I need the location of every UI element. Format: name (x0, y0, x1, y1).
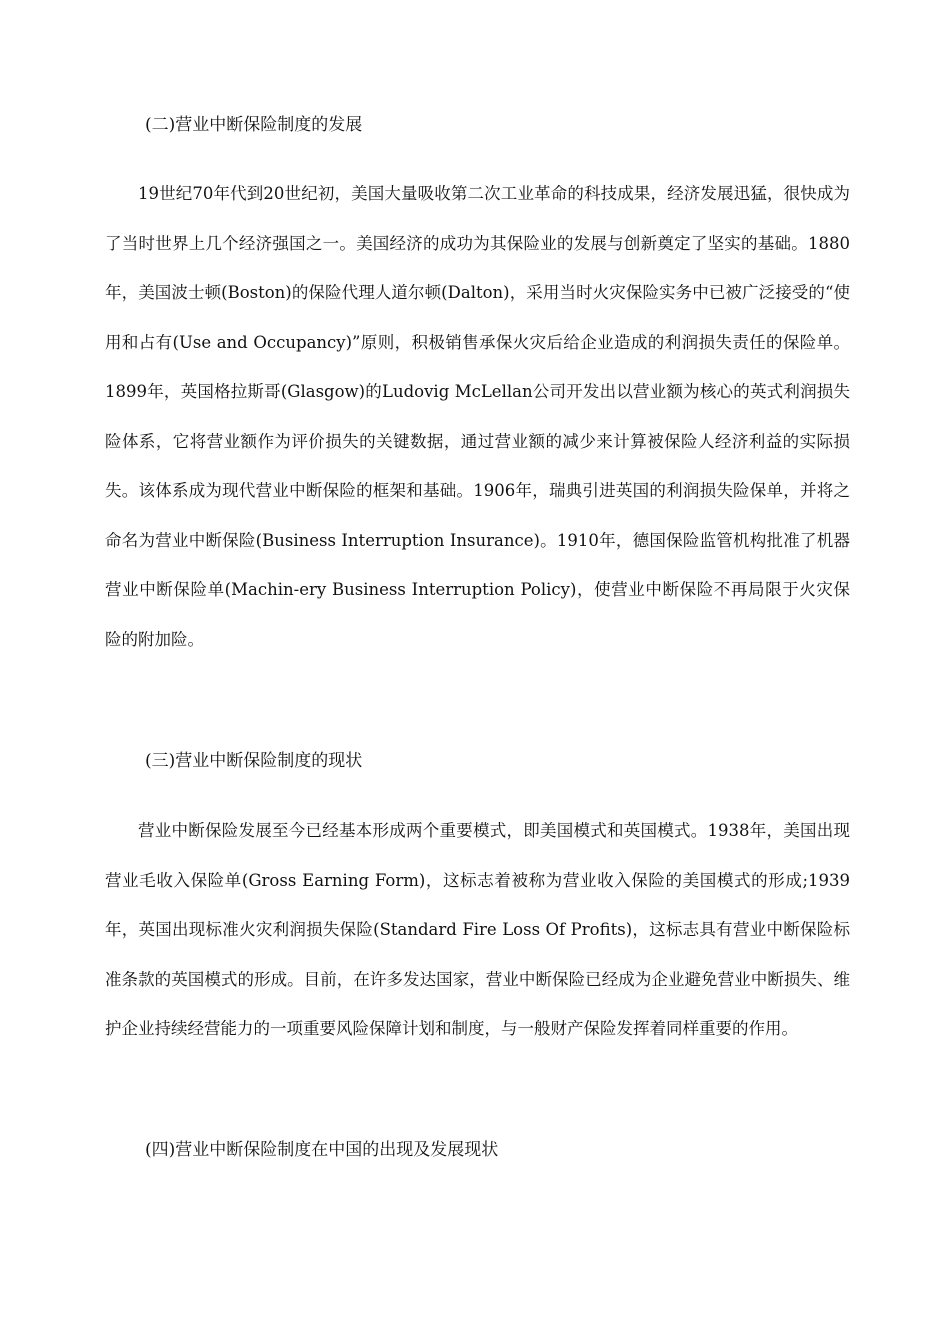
paragraph-current-status: 营业中断保险发展至今已经基本形成两个重要模式，即美国模式和英国模式。1938年，美国出现营业毛收入保险单(Gross Earning Form)，这标志着被称为营业收入保险的美国模式的形成;1939年，英国出现标准火灾利润损失保险(Standard Fire Loss Of Profits)，这标志具有营业中断保险标准条款的英国模式的形成。目前，在许多发达国家，营业中断保险已经成为企业避免营业中断损失、维护企业持续经营能力的一项重要风险保障计划和制度，与一般财产保险发挥着同样重要的作用。 (105, 821, 850, 1038)
section-heading-china: (四)营业中断保险制度在中国的出现及发展现状 (145, 1140, 499, 1160)
paragraph-development: 19世纪70年代到20世纪初，美国大量吸收第二次工业革命的科技成果，经济发展迅猛，很快成为了当时世界上几个经济强国之一。美国经济的成功为其保险业的发展与创新奠定了坚实的基础。1880年，美国波士顿(Boston)的保险代理人道尔顿(Dalton)，采用当时火灾保险实务中已被广泛接受的“使用和占有(Use and Occupancy)”原则，积极销售承保火灾后给企业造成的利润损失责任的保险单。1899年，英国格拉斯哥(Glasgow)的Ludovig McLellan公司开发出以营业额为核心的英式利润损失险体系，它将营业额作为评价损失的关键数据，通过营业额的减少来计算被保险人经济利益的实际损失。该体系成为现代营业中断保险的框架和基础。1906年，瑞典引进英国的利润损失险保单，并将之命名为营业中断保险(Business Interruption Insurance)。1910年，德国保险监管机构批准了机器营业中断保险单(Machin-ery Business Interruption Policy)，使营业中断保险不再局限于火灾保险的附加险。 (105, 184, 850, 649)
section-heading-development: (二)营业中断保险制度的发展 (145, 115, 363, 135)
section-heading-current-status: (三)营业中断保险制度的现状 (145, 751, 363, 771)
